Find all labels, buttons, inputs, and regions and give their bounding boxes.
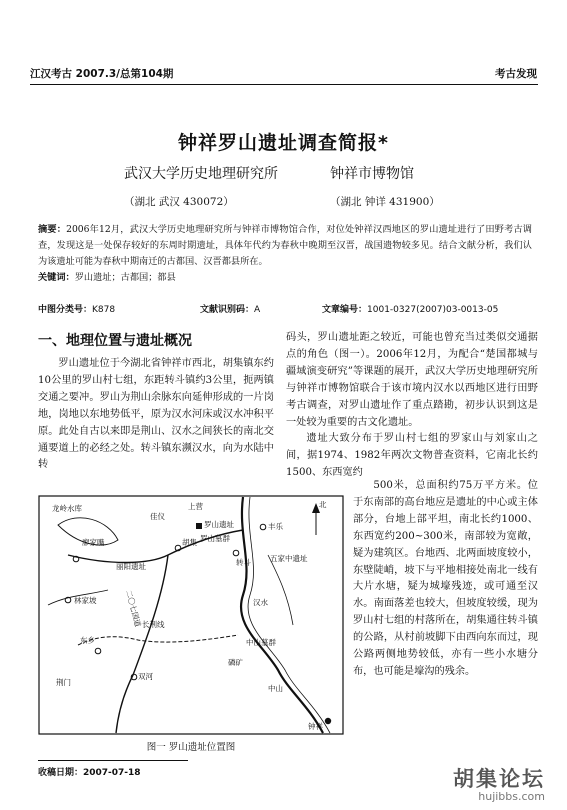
- label-zhongxiang: 钟祥: [308, 722, 323, 731]
- abstract: [38, 222, 532, 286]
- label-jingmen: 荆门: [56, 678, 71, 687]
- section-label: 考古发现: [495, 68, 537, 80]
- watermark-text: 胡集论坛: [453, 767, 545, 791]
- label-road207: 二〇七国道: [124, 589, 143, 628]
- label-hujia: 胡集: [182, 538, 197, 547]
- keywords-label: 关键词：: [38, 272, 75, 283]
- figure-caption: 图一 罗山遗址位置图: [146, 742, 236, 753]
- article-number: 文章编号：1001-0327(2007)03-0013-05: [322, 305, 499, 315]
- header-rule: [30, 84, 538, 85]
- town-marker-zhongxiang: [325, 718, 331, 724]
- north-label: 北: [319, 500, 327, 509]
- label-luoshan: 罗山遗址: [204, 520, 234, 529]
- doc-code: 文献识别码：A: [200, 305, 261, 315]
- label-wujia: 五家中遗址: [270, 554, 308, 563]
- paragraph-extent-start: 遗址大致分布于罗山村七组的罗家山与刘家山之间，据1974、1982年两次文物普查资料，它南北长约1500、东西宽约: [286, 433, 538, 479]
- column-right: [286, 330, 538, 482]
- label-zhuandou: 转斗: [236, 558, 251, 567]
- clc-number: 中图分类号：K878: [38, 305, 116, 315]
- paragraph-location: 罗山遗址位于今湖北省钟祥市西北，胡集镇东约10公里的罗山村七组，东距转斗镇约3公里，扼两镇交通之要冲。罗山为荆山余脉东向延伸形成的一片岗地，岗地以东地势低平，原为汉水河床或汉水冲积平原。此处自古以来即是荆山、汉水之间狭长的南北交通要道上的必经之处。转斗镇东濒汉水，向为水陆中转: [38, 358, 274, 471]
- label-fengle: 丰乐: [268, 522, 283, 531]
- label-shangying: 上营: [188, 502, 203, 511]
- label-linjiapo: 林家坡: [74, 596, 97, 605]
- watermark-url: hujibbs.com: [478, 790, 545, 803]
- label-hanshui: 汉水: [253, 598, 268, 607]
- label-liaojiazui: 廖家嘴: [82, 538, 105, 547]
- label-linkuang: 磷矿: [228, 658, 243, 667]
- received-date: 收稿日期：2007-07-18: [38, 768, 141, 778]
- label-hongyang: 丽阳遗址: [116, 562, 146, 571]
- paragraph-survey: 码头，罗山遗址距之较近，可能也曾充当过类似交通据点的角色（图一）。2006年12月，为配合“楚国都城与疆域演变研究”等课题的展开，武汉大学历史地理研究所与钟祥市博物馆联合于该市境内汉水以西地区进行田野考古调查，对罗山遗址作了重点踏勘，初步认识到这是一处较为重要的古文化遗址。: [286, 332, 538, 428]
- label-longling: 龙岭水库: [52, 504, 82, 513]
- author-org-1: 武汉大学历史地理研究所: [124, 166, 278, 182]
- location-map: [38, 495, 344, 735]
- author-org-2: 钟祥市博物馆: [330, 166, 414, 182]
- abstract-text: 2006年12月，武汉大学历史地理研究所与钟祥市博物馆合作，对位处钟祥汉西地区的罗山遗址进行了田野考古调查，发现这是一处保存较好的东周时期遗址，具体年代约为春秋中晚期至汉晋，战国遗物较多见。结合文献分析，我们认为该遗址可能为春秋中期南迁的古都国、汉晋都县所在。: [38, 224, 532, 267]
- paragraph-extent-cont: 500米，总面积约75万平方米。位于东南部的高台地应是遗址的中心或主体部分，台地上部平坦，南北长约1000、东西宽约200~300米，南部较为宽敞，疑为建筑区。台地西、北两面坡度较小，东壁陡峭，坡下与平地相接处南北一线有大片水塘，疑为城壕残迹，或可通至汉水。南面落差也较大，但坡度较缓，现为罗山村七组的村落所在，胡集通往转斗镇的公路，从村前坡脚下由西向东而过，现公路两侧地势较低，亦有一些小水塘分布，也可能是壕沟的残余。: [353, 480, 538, 677]
- label-zhongshan: 中山: [268, 684, 283, 693]
- site-marker-luoshan: [196, 523, 202, 529]
- footnote-rule: [38, 760, 188, 761]
- label-huanhe: 长荆线: [142, 620, 165, 629]
- label-shuanghe: 双河: [138, 672, 153, 681]
- label-dongxiang: 东乡: [80, 636, 95, 645]
- keywords: 罗山遗址；古都国；都县: [74, 272, 176, 283]
- label-jiayi: 佳仪: [150, 512, 165, 521]
- author-loc-2: （湖北 钟详 431900）: [330, 196, 440, 208]
- label-luoshan-tomb: 罗山墓群: [200, 534, 230, 543]
- author-loc-1: （湖北 武汉 430072）: [124, 196, 234, 208]
- section-heading: 一、地理位置与遗址概况: [38, 333, 192, 349]
- column-left: [38, 356, 274, 474]
- column-right-lower: [353, 478, 538, 681]
- article-title: 钟祥罗山遗址调查简报*: [178, 132, 389, 154]
- map-svg: [38, 495, 344, 735]
- journal-issue: 江汉考古 2007.3/总第104期: [30, 68, 174, 80]
- label-zhongshan-tomb: 中山墓群: [246, 638, 276, 647]
- abstract-label: 摘要：: [38, 224, 67, 235]
